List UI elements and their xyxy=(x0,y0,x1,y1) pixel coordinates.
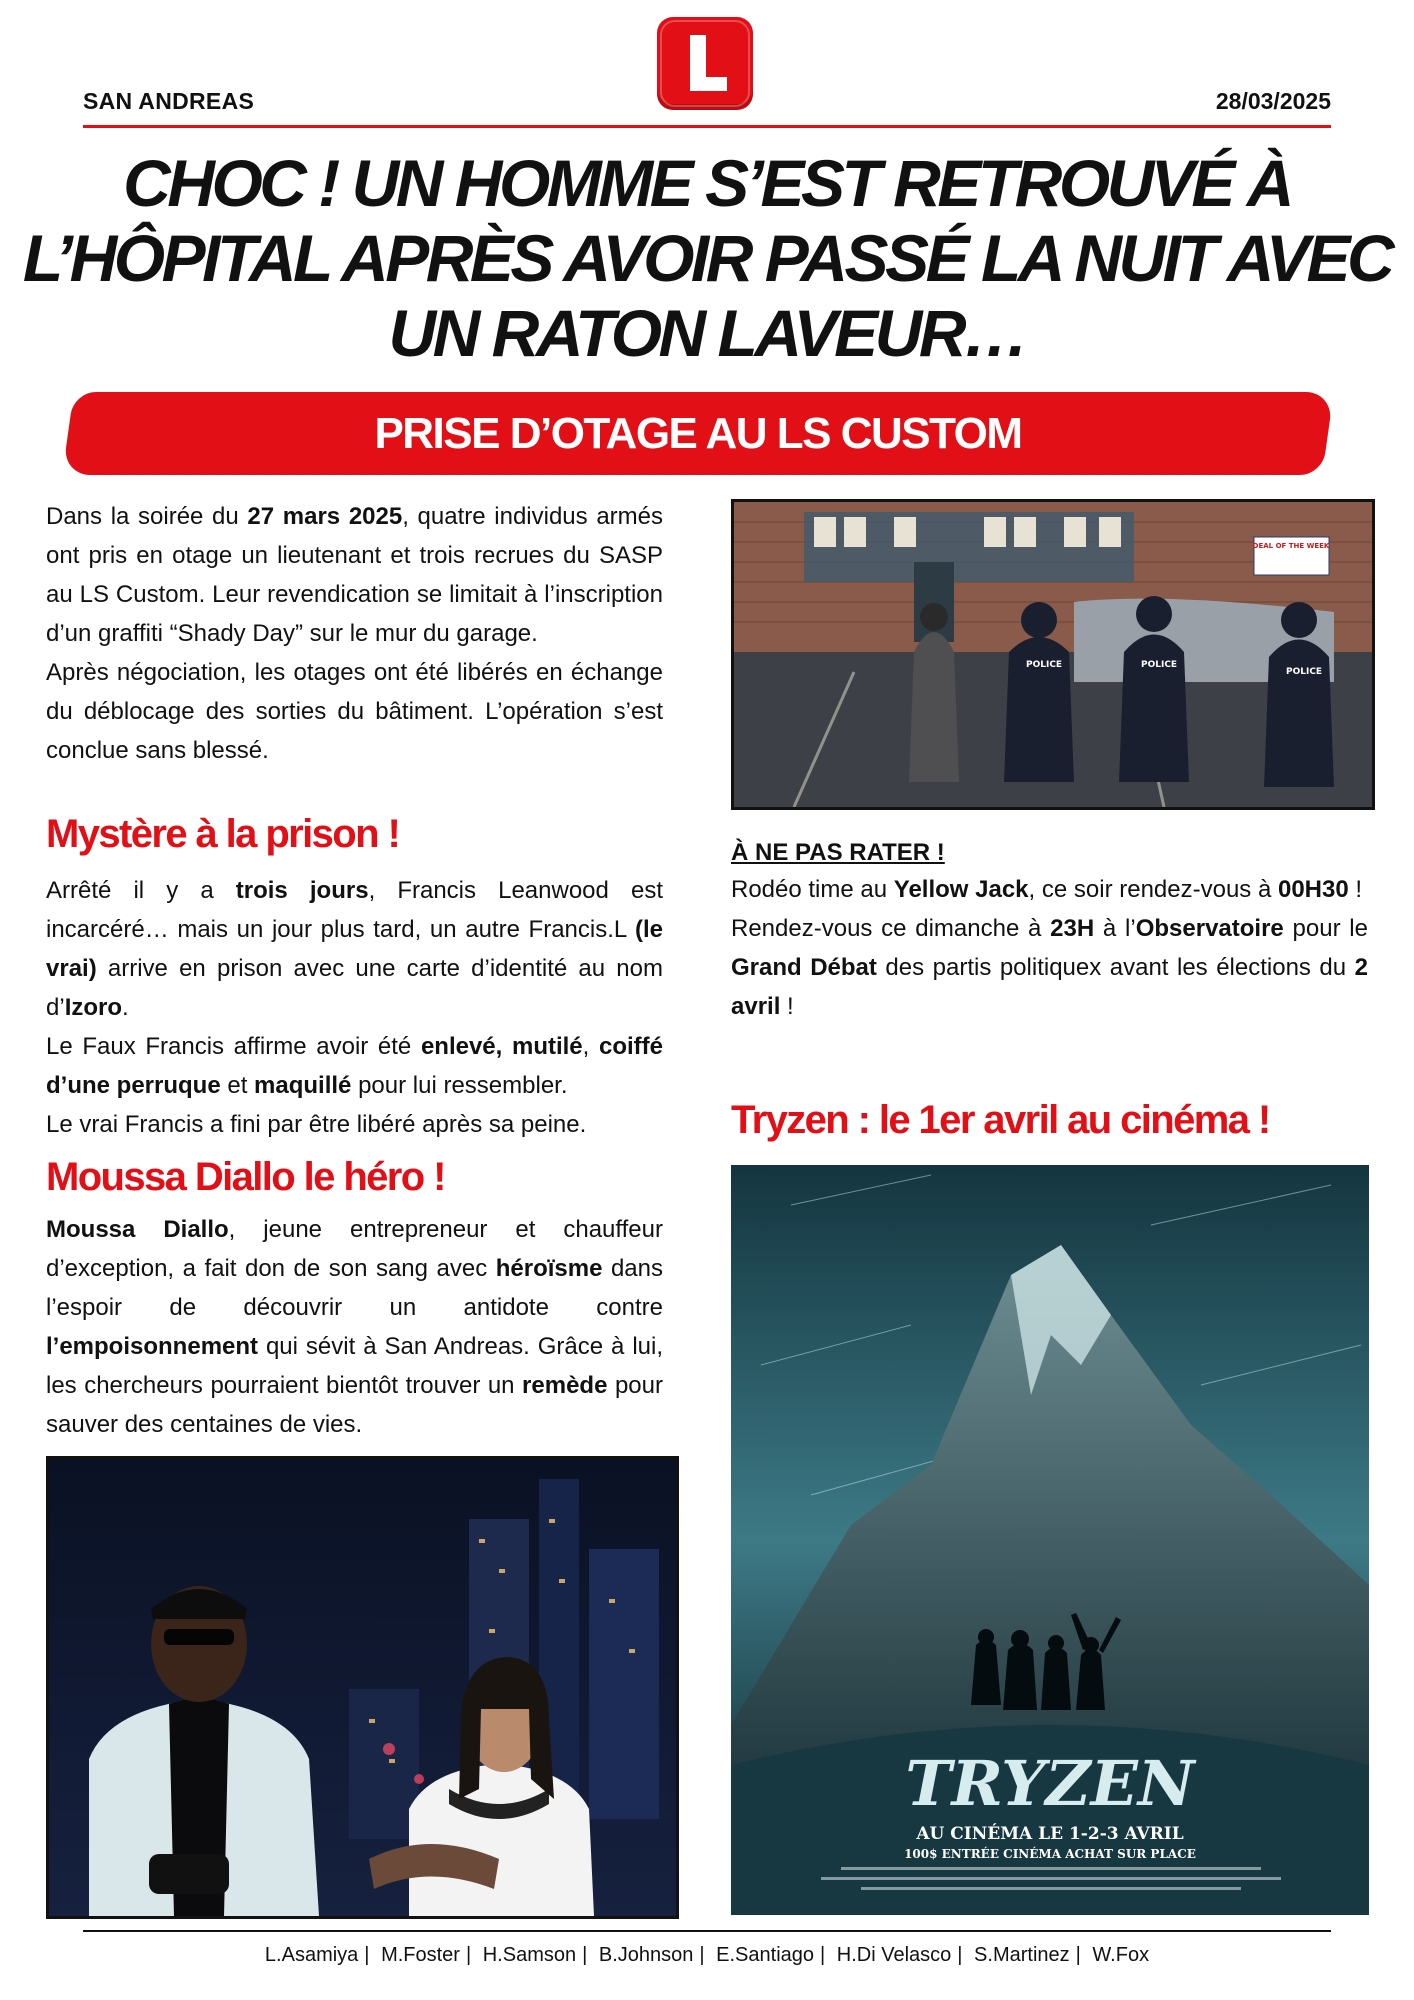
newspaper-logo xyxy=(657,17,753,110)
not-to-miss-item-1: Rodéo time au Yellow Jack, ce soir rendez-vous à 00H30 ! xyxy=(731,876,1363,903)
hostage-paragraph-2: Après négociation, les otages ont été libérés en échange du déblocage des sorties du bâtiment. L’opération s’est conclue sans blessé. xyxy=(46,659,663,764)
logo-letter-icon xyxy=(657,17,753,110)
prison-article xyxy=(46,871,663,1144)
police-vest-label-3: POLICE xyxy=(1286,667,1323,677)
author-name: B.Johnson xyxy=(598,1944,694,1966)
poster-release-dates: AU CINÉMA LE 1-2-3 AVRIL xyxy=(916,1824,1184,1844)
moussa-photo xyxy=(46,1456,679,1919)
footer-divider xyxy=(83,1930,1331,1932)
main-headline: CHOC ! UN HOMME S’EST RETROUVÉ À L’HÔPITAL APRÈS AVOIR PASSÉ LA NUIT AVEC UN RATON LAVEUR… xyxy=(22,146,1392,370)
author-separator: | xyxy=(465,1944,472,1966)
police-vest-label-1: POLICE xyxy=(1026,660,1063,670)
prison-paragraph-3: Le vrai Francis a fini par être libéré après sa peine. xyxy=(46,1111,587,1138)
moussa-paragraph: Moussa Diallo, jeune entrepreneur et chauffeur d’exception, a fait don de son sang avec héroïsme dans l’espoir de découvrir un antidote contre l’empoisonnement qui sévit à San Andreas. Grâce à lui, les chercheurs pourraient bientôt trouver un remède pour sauver des centaines de vies. xyxy=(46,1216,663,1438)
not-to-miss-title: À NE PAS RATER ! xyxy=(731,839,945,866)
moussa-photo-illustration xyxy=(49,1459,676,1916)
author-separator: | xyxy=(364,1944,370,1966)
hostage-article xyxy=(46,497,663,770)
section-banner-title: PRISE D’OTAGE AU LS CUSTOM xyxy=(374,409,1022,458)
hostage-paragraph-1: Dans la soirée du 27 mars 2025, quatre individus armés ont pris en otage un lieutenant et trois recrues du SASP au LS Custom. Leur revendication se limitait à l’inscription d’un graffiti “Shady Day” sur le mur du garage. xyxy=(46,503,663,647)
prison-section-title: Mystère à la prison ! xyxy=(46,812,400,856)
author-separator: | xyxy=(957,1944,963,1966)
police-photo-illustration xyxy=(734,502,1372,807)
masthead-date: 28/03/2025 xyxy=(1215,88,1331,114)
author-name: S.Martinez xyxy=(974,1944,1070,1966)
poster-price: 100$ ENTRÉE CINÉMA ACHAT SUR PLACE xyxy=(904,1847,1196,1861)
author-name: E.Santiago xyxy=(716,1944,815,1966)
author-name: M.Foster xyxy=(381,1944,460,1966)
police-vest-label-2: POLICE xyxy=(1141,660,1178,670)
masthead-location: SAN ANDREAS xyxy=(83,88,255,114)
authors-list xyxy=(0,1944,1414,1967)
prison-paragraph-1: Arrêté il y a trois jours, Francis Leanwood est incarcéré… mais un jour plus tard, un autre Francis.L (le vrai) arrive en prison avec une carte d’identité au nom d’Izoro. xyxy=(46,877,663,1021)
prison-paragraph-2: Le Faux Francis affirme avoir été enlevé, mutilé, coiffé d’une perruque et maquillé pour lui ressembler. xyxy=(46,1033,663,1099)
tryzen-section-title: Tryzen : le 1er avril au cinéma ! xyxy=(731,1098,1270,1142)
author-separator: | xyxy=(820,1944,826,1966)
author-separator: | xyxy=(582,1944,588,1966)
poster-title: TRYZEN xyxy=(905,1747,1195,1820)
author-separator: | xyxy=(699,1944,705,1966)
deal-of-week-sign: DEAL OF THE WEEK xyxy=(1252,542,1330,550)
moussa-article xyxy=(46,1210,663,1444)
not-to-miss-article xyxy=(731,870,1368,1026)
author-separator: | xyxy=(1075,1944,1081,1966)
not-to-miss-item-2: Rendez-vous ce dimanche à 23H à l’Observatoire pour le Grand Débat des partis politiquex avant les élections du 2 avril ! xyxy=(731,915,1369,1020)
police-photo xyxy=(731,499,1375,810)
tryzen-poster xyxy=(731,1165,1369,1915)
author-name: W.Fox xyxy=(1092,1944,1150,1966)
moussa-section-title: Moussa Diallo le héro ! xyxy=(46,1155,445,1199)
tryzen-poster-illustration xyxy=(731,1165,1369,1915)
masthead-divider xyxy=(83,125,1331,128)
author-name: H.Samson xyxy=(482,1944,577,1966)
author-name: H.Di Velasco xyxy=(836,1944,952,1966)
author-name: L.Asamiya xyxy=(264,1944,359,1966)
